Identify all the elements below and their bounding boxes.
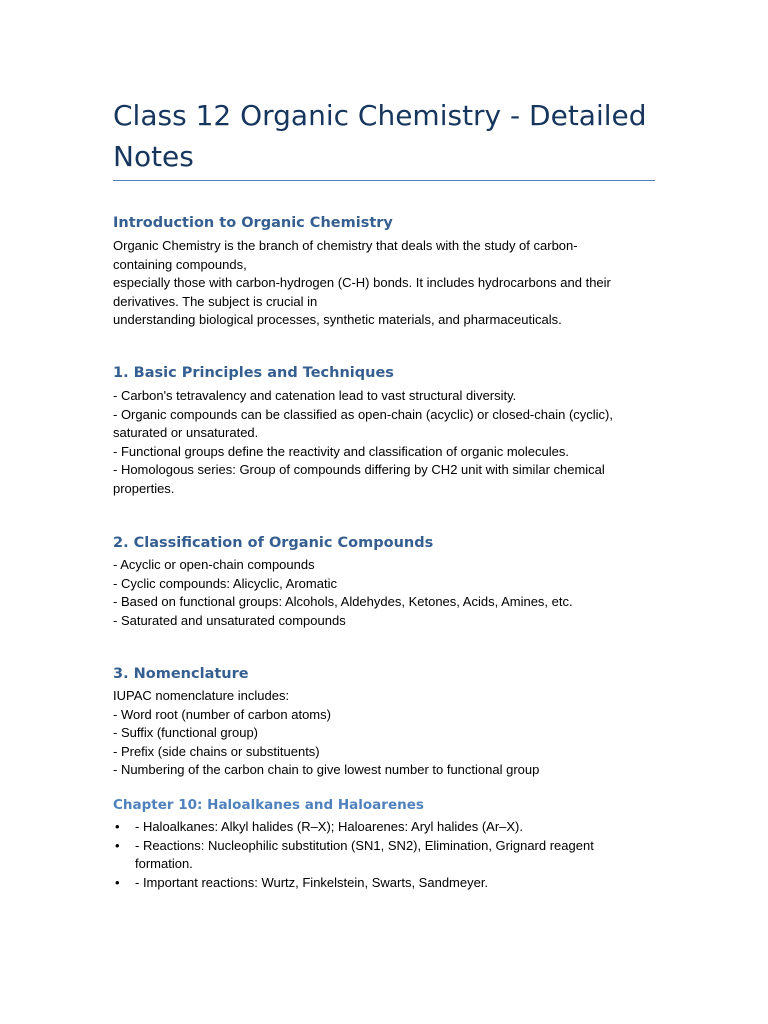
title-divider (113, 180, 655, 181)
chapter10-bullet-list (113, 818, 658, 892)
paragraph-line: - Organic compounds can be classified as open-chain (acyclic) or closed-chain (cyclic), (113, 406, 613, 422)
list-item-text: - Important reactions: Wurtz, Finkelstein, Swarts, Sandmeyer. (135, 874, 489, 890)
paragraph-line: properties. (113, 480, 175, 496)
list-item-text: - Haloalkanes: Alkyl halides (R–X); Haloarenes: Aryl halides (Ar–X). (135, 819, 524, 834)
paragraph-line: - Based on functional groups: Alcohols, Aldehydes, Ketones, Acids, Amines, etc. (113, 594, 573, 610)
bullet-marker: • (115, 837, 120, 853)
intro-heading: Introduction to Organic Chemistry (113, 215, 393, 231)
section3-heading: 3. Nomenclature (113, 666, 249, 682)
document-title: Class 12 Organic Chemistry - Detailed Notes (113, 99, 647, 173)
list-item (113, 874, 658, 893)
list-item (113, 818, 658, 837)
paragraph-line: - Prefix (side chains or substituents) (113, 743, 320, 759)
paragraph-line: - Cyclic compounds: Alicyclic, Aromatic (113, 575, 337, 591)
section2-body (113, 556, 658, 630)
list-item-text: formation. (135, 856, 193, 872)
section1-body (113, 387, 658, 499)
paragraph-line: - Suffix (functional group) (113, 725, 258, 741)
section3-body (113, 687, 658, 780)
paragraph-line: especially those with carbon-hydrogen (C-H) bonds. It includes hydrocarbons and their (113, 275, 611, 291)
paragraph-line: understanding biological processes, synthetic materials, and pharmaceuticals. (113, 312, 562, 328)
section1-heading: 1. Basic Principles and Techniques (113, 365, 394, 381)
section2-heading: 2. Classification of Organic Compounds (113, 535, 434, 551)
bullet-marker: • (115, 819, 120, 834)
paragraph-line: containing compounds, (113, 256, 247, 272)
paragraph-line: Organic Chemistry is the branch of chemistry that deals with the study of carbon- (113, 238, 578, 253)
paragraph-line: derivatives. The subject is crucial in (113, 293, 318, 309)
intro-paragraph (113, 237, 658, 330)
list-item-text: - Reactions: Nucleophilic substitution (SN1, SN2), Elimination, Grignard reagent (135, 837, 594, 853)
paragraph-line: - Numbering of the carbon chain to give lowest number to functional group (113, 762, 540, 778)
chapter10-heading: Chapter 10: Haloalkanes and Haloarenes (113, 797, 424, 813)
paragraph-line: - Saturated and unsaturated compounds (113, 612, 346, 628)
paragraph-line: IUPAC nomenclature includes: (113, 688, 290, 703)
paragraph-line: saturated or unsaturated. (113, 425, 259, 441)
list-item (113, 837, 658, 874)
paragraph-line: - Functional groups define the reactivity and classification of organic molecules. (113, 443, 569, 459)
bullet-marker: • (115, 874, 120, 890)
paragraph-line: - Acyclic or open-chain compounds (113, 557, 315, 572)
paragraph-line: - Homologous series: Group of compounds differing by CH2 unit with similar chemical (113, 462, 605, 478)
paragraph-line: - Carbon's tetravalency and catenation lead to vast structural diversity. (113, 388, 517, 403)
paragraph-line: - Word root (number of carbon atoms) (113, 706, 331, 722)
